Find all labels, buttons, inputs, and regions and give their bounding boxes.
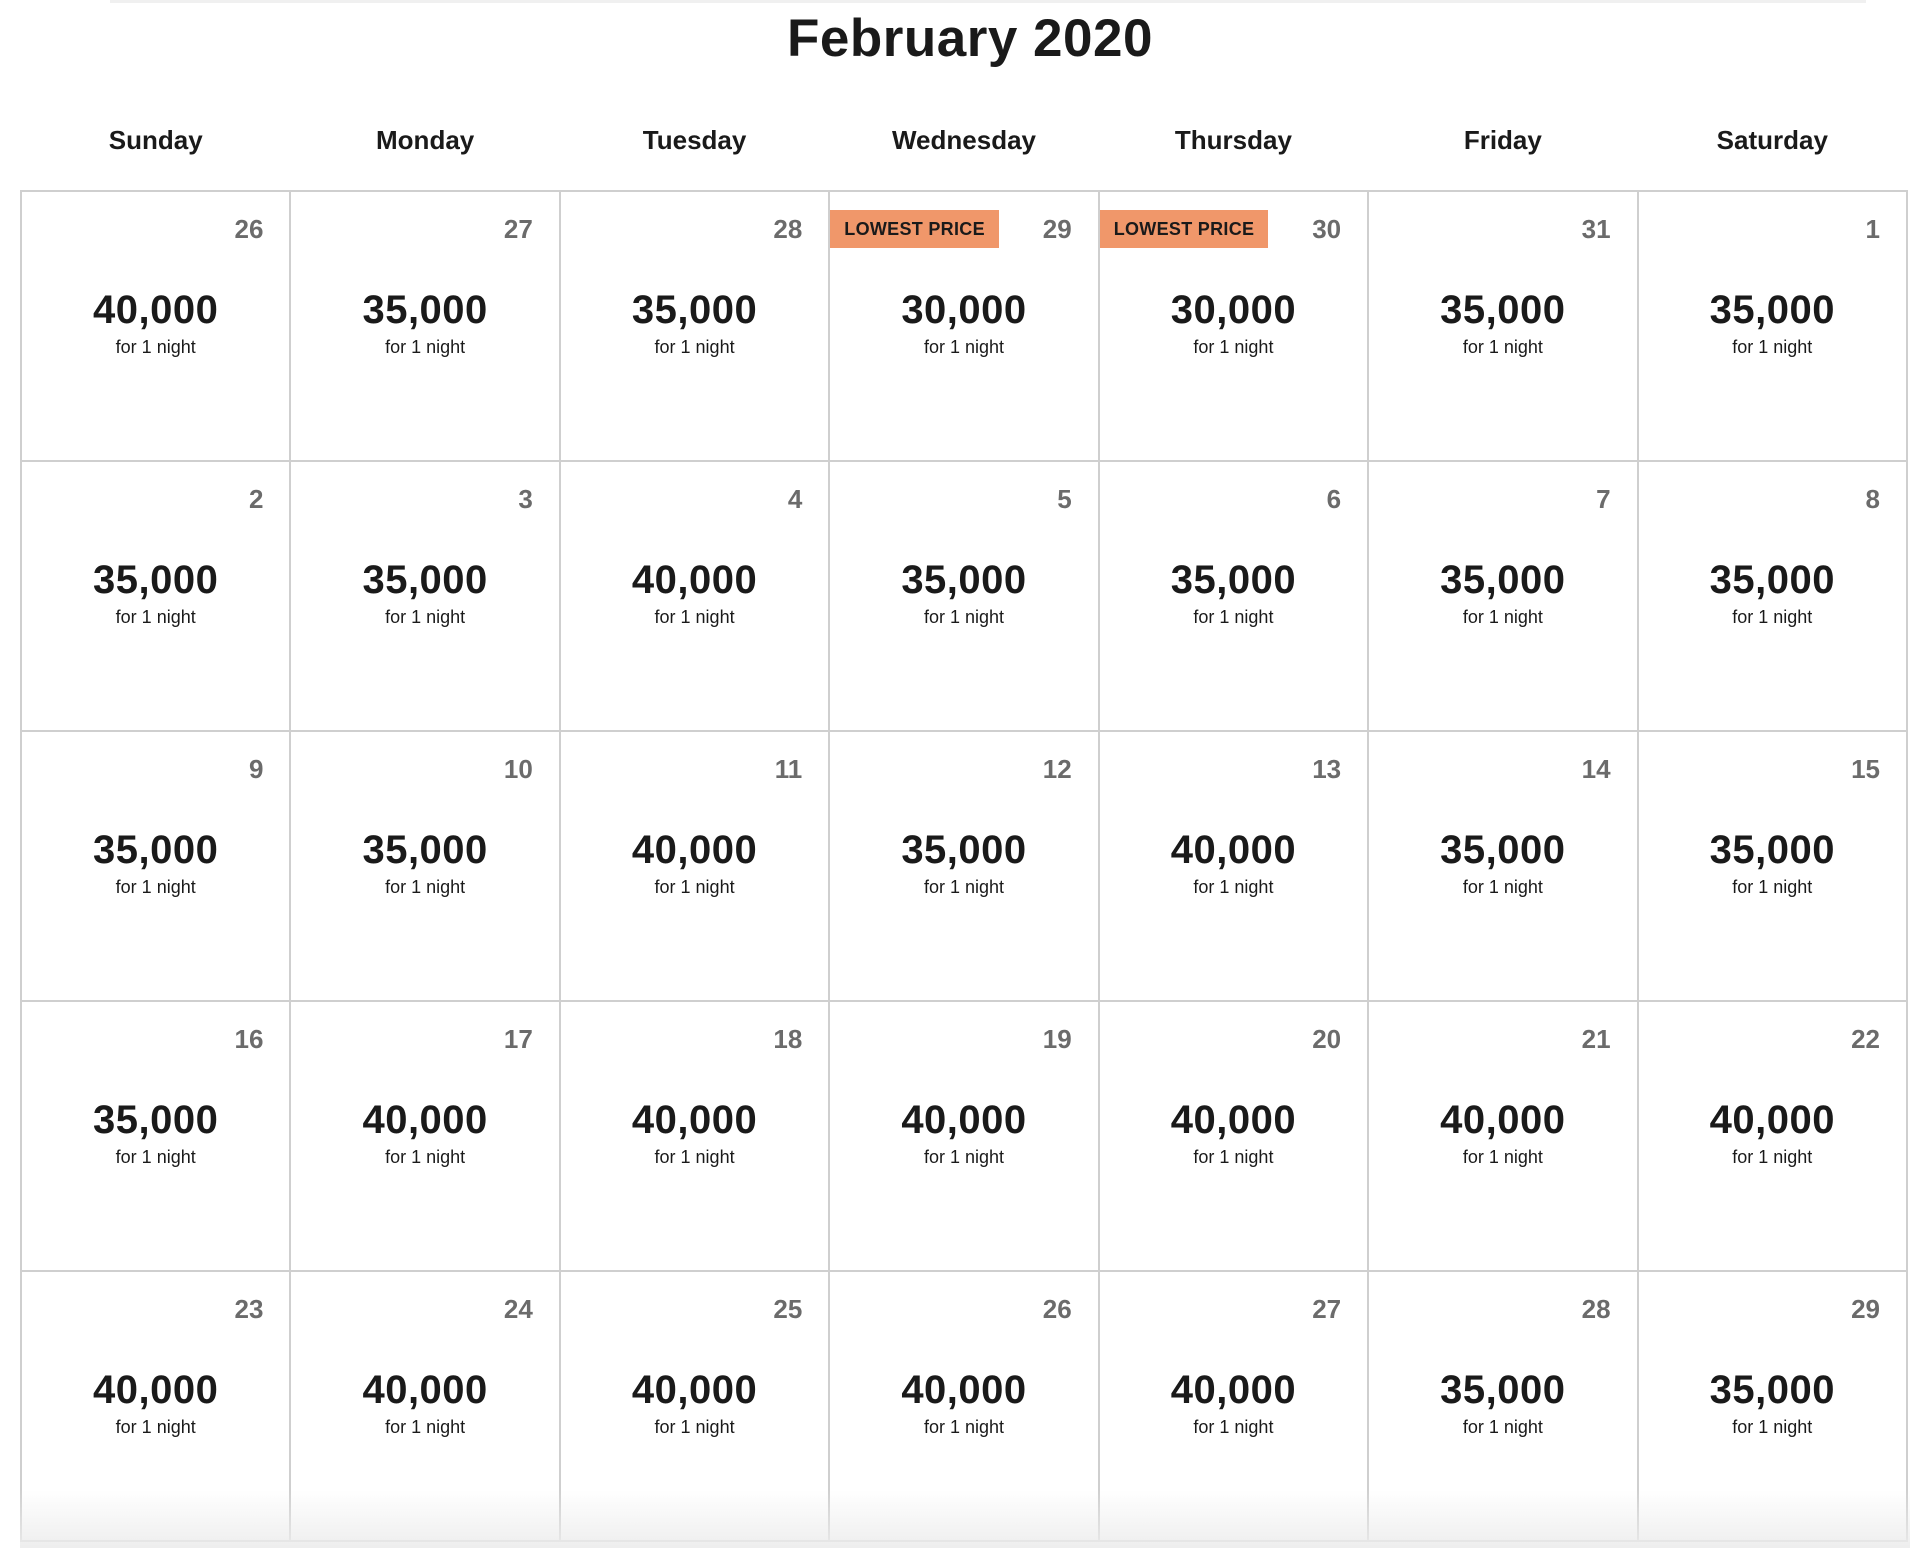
day-number: 31 — [1581, 214, 1611, 244]
points-price: 35,000 — [362, 288, 488, 332]
day-number: 16 — [234, 1024, 264, 1054]
day-number: 12 — [1042, 754, 1072, 784]
day-number: 26 — [234, 214, 264, 244]
day-number: 24 — [503, 1294, 533, 1324]
points-price: 40,000 — [901, 1098, 1027, 1142]
day-number: 11 — [774, 754, 803, 784]
points-price: 40,000 — [93, 1368, 219, 1412]
day-number: 5 — [1057, 484, 1072, 514]
day-number: 1 — [1865, 214, 1880, 244]
day-cell[interactable] — [291, 192, 560, 462]
points-price: 40,000 — [362, 1098, 488, 1142]
points-price: 40,000 — [1709, 1098, 1835, 1142]
nights-label: for 1 night — [1732, 1417, 1813, 1437]
day-number: 14 — [1581, 754, 1611, 784]
day-cell[interactable] — [22, 1272, 291, 1542]
day-cell[interactable] — [561, 1002, 830, 1272]
points-price: 35,000 — [1709, 1368, 1835, 1412]
day-cell[interactable] — [291, 1002, 560, 1272]
nights-label: for 1 night — [115, 877, 196, 897]
day-cell[interactable] — [561, 732, 830, 1002]
nights-label: for 1 night — [1462, 877, 1543, 897]
day-number: 7 — [1596, 484, 1611, 514]
day-cell[interactable] — [1369, 1272, 1638, 1542]
day-number: 21 — [1581, 1024, 1611, 1054]
nights-label: for 1 night — [923, 337, 1005, 357]
day-number: 15 — [1851, 754, 1880, 784]
nights-label: for 1 night — [1193, 337, 1274, 357]
weekday-header — [21, 120, 1907, 160]
day-cell[interactable] — [1100, 732, 1369, 1002]
points-price: 35,000 — [362, 558, 488, 602]
points-price: 40,000 — [631, 1098, 758, 1142]
day-number: 6 — [1326, 484, 1342, 514]
nights-label: for 1 night — [654, 1147, 735, 1167]
points-price: 40,000 — [631, 558, 758, 602]
points-price: 35,000 — [1440, 1368, 1566, 1412]
points-price: 30,000 — [1170, 288, 1297, 332]
day-cell[interactable] — [22, 732, 291, 1002]
points-price: 35,000 — [1440, 288, 1566, 332]
nights-label: for 1 night — [1193, 607, 1274, 627]
day-cell[interactable] — [1639, 192, 1908, 462]
nights-label: for 1 night — [923, 607, 1005, 627]
day-number: 22 — [1851, 1024, 1880, 1054]
calendar-grid — [20, 190, 1908, 1542]
day-cell[interactable] — [1369, 192, 1638, 462]
nights-label: for 1 night — [1732, 877, 1813, 897]
points-price: 40,000 — [1170, 1098, 1297, 1142]
nights-label: for 1 night — [654, 337, 735, 357]
day-cell[interactable] — [291, 732, 560, 1002]
day-cell[interactable] — [1369, 732, 1638, 1002]
day-cell[interactable] — [830, 192, 1099, 462]
points-price: 35,000 — [901, 558, 1027, 602]
points-price: 35,000 — [901, 828, 1027, 872]
weekday-tuesday: Tuesday — [642, 125, 747, 155]
day-cell[interactable] — [830, 732, 1099, 1002]
nights-label: for 1 night — [654, 877, 735, 897]
nights-label: for 1 night — [1193, 1147, 1274, 1167]
nights-label: for 1 night — [1193, 877, 1274, 897]
points-price: 35,000 — [1170, 558, 1297, 602]
day-number: 9 — [248, 754, 264, 784]
day-cell[interactable] — [291, 462, 560, 732]
points-price: 40,000 — [362, 1368, 488, 1412]
nights-label: for 1 night — [385, 607, 466, 627]
day-number: 3 — [518, 484, 533, 514]
nights-label: for 1 night — [1732, 1147, 1813, 1167]
points-price: 35,000 — [1440, 828, 1566, 872]
nights-label: for 1 night — [1462, 607, 1543, 627]
day-cell[interactable] — [1369, 462, 1638, 732]
nights-label: for 1 night — [115, 1417, 196, 1437]
points-price: 35,000 — [93, 828, 219, 872]
day-cell[interactable] — [22, 462, 291, 732]
lowest-price-badge: LOWEST PRICE — [830, 210, 999, 248]
nights-label: for 1 night — [385, 337, 466, 357]
nights-label: for 1 night — [1462, 1417, 1543, 1437]
nights-label: for 1 night — [385, 1147, 466, 1167]
day-cell[interactable] — [561, 192, 830, 462]
points-price: 35,000 — [1440, 558, 1566, 602]
weekday-sunday: Sunday — [108, 125, 203, 155]
day-number: 18 — [773, 1024, 803, 1054]
day-cell[interactable] — [1639, 1002, 1908, 1272]
day-number: 26 — [1042, 1294, 1072, 1324]
day-number: 25 — [773, 1294, 803, 1324]
nights-label: for 1 night — [115, 337, 196, 357]
day-cell[interactable] — [1639, 732, 1908, 1002]
day-cell[interactable] — [561, 1272, 830, 1542]
day-cell[interactable] — [561, 462, 830, 732]
points-price: 35,000 — [1709, 558, 1835, 602]
weekday-saturday: Saturday — [1716, 125, 1828, 155]
day-number: 27 — [503, 214, 533, 244]
day-number: 30 — [1312, 214, 1342, 244]
points-price: 40,000 — [901, 1368, 1027, 1412]
nights-label: for 1 night — [1732, 607, 1813, 627]
day-cell[interactable] — [830, 462, 1099, 732]
top-divider — [110, 0, 1866, 3]
day-number: 27 — [1312, 1294, 1342, 1324]
day-cell[interactable] — [1369, 1002, 1638, 1272]
day-number: 28 — [1581, 1294, 1611, 1324]
nights-label: for 1 night — [923, 1147, 1005, 1167]
day-cell[interactable] — [22, 192, 291, 462]
nights-label: for 1 night — [385, 877, 466, 897]
day-number: 4 — [787, 484, 803, 514]
weekday-monday: Monday — [376, 125, 475, 155]
weekday-thursday: Thursday — [1174, 125, 1292, 155]
day-number: 10 — [503, 754, 533, 784]
nights-label: for 1 night — [1193, 1417, 1274, 1437]
nights-label: for 1 night — [923, 877, 1005, 897]
day-number: 19 — [1042, 1024, 1072, 1054]
day-number: 29 — [1851, 1294, 1880, 1324]
weekday-wednesday: Wednesday — [891, 125, 1036, 155]
day-cell[interactable] — [22, 1002, 291, 1272]
day-cell[interactable] — [1100, 1002, 1369, 1272]
points-price: 35,000 — [631, 288, 758, 332]
nights-label: for 1 night — [654, 607, 735, 627]
day-number: 20 — [1312, 1024, 1342, 1054]
weekday-friday: Friday — [1463, 125, 1542, 155]
day-number: 8 — [1865, 484, 1880, 514]
day-number: 28 — [773, 214, 803, 244]
points-price: 40,000 — [631, 1368, 758, 1412]
nights-label: for 1 night — [1462, 1147, 1543, 1167]
day-cell[interactable] — [291, 1272, 560, 1542]
points-price: 40,000 — [1440, 1098, 1566, 1142]
day-number: 23 — [234, 1294, 264, 1324]
day-cell[interactable] — [1639, 462, 1908, 732]
points-price: 40,000 — [1170, 1368, 1297, 1412]
points-price: 35,000 — [362, 828, 488, 872]
day-number: 2 — [248, 484, 264, 514]
points-price: 35,000 — [93, 558, 219, 602]
points-price: 35,000 — [93, 1098, 219, 1142]
points-price: 40,000 — [1170, 828, 1297, 872]
nights-label: for 1 night — [1462, 337, 1543, 357]
nights-label: for 1 night — [115, 607, 196, 627]
points-price: 30,000 — [901, 288, 1027, 332]
day-cell[interactable] — [830, 1272, 1099, 1542]
points-price: 35,000 — [1709, 828, 1835, 872]
nights-label: for 1 night — [385, 1417, 466, 1437]
day-cell[interactable] — [1100, 462, 1369, 732]
nights-label: for 1 night — [654, 1417, 735, 1437]
nights-label: for 1 night — [1732, 337, 1813, 357]
day-number: 13 — [1312, 754, 1342, 784]
nights-label: for 1 night — [923, 1417, 1005, 1437]
points-price: 40,000 — [631, 828, 758, 872]
points-price: 40,000 — [93, 288, 219, 332]
day-cell[interactable] — [1100, 192, 1369, 462]
day-cell[interactable] — [1639, 1272, 1908, 1542]
day-number: 17 — [503, 1024, 533, 1054]
lowest-price-badge: LOWEST PRICE — [1100, 210, 1269, 248]
nights-label: for 1 night — [115, 1147, 196, 1167]
day-cell[interactable] — [1100, 1272, 1369, 1542]
month-title: February 2020 — [787, 9, 1153, 68]
points-price: 35,000 — [1709, 288, 1835, 332]
day-number: 29 — [1042, 214, 1072, 244]
day-cell[interactable] — [830, 1002, 1099, 1272]
